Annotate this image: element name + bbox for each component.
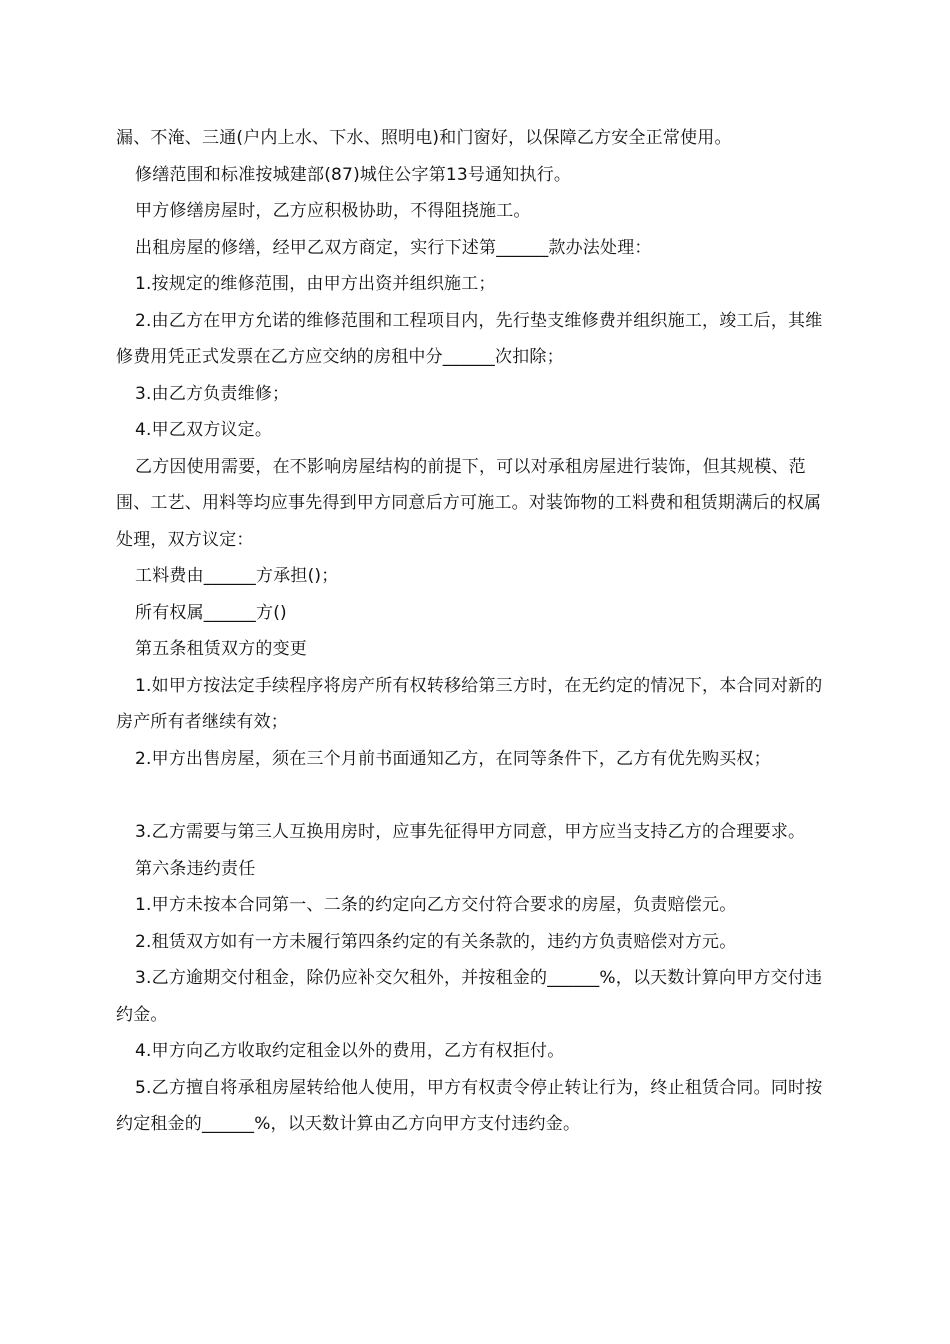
paragraph: 所有权属______方() (135, 602, 287, 623)
paragraph: 修缮范围和标准按城建部(87)城住公字第13号通知执行。 (135, 164, 572, 185)
paragraph: 3.乙方需要与第三人互换用房时，应事先征得甲方同意，甲方应当支持乙方的合理要求。 (135, 822, 806, 842)
paragraph: 甲方修缮房屋时，乙方应积极协助，不得阻挠施工。 (135, 201, 531, 221)
paragraph: 出租房屋的修缮，经甲乙双方商定，实行下述第______款办法处理： (135, 237, 652, 258)
paragraph: 1.甲方未按本合同第一、二条的约定向乙方交付符合要求的房屋，负责赔偿元。 (135, 895, 737, 915)
section-heading: 第五条租赁双方的变更 (135, 639, 307, 659)
paragraph: 3.乙方逾期交付租金，除仍应补交欠租外，并按租金的______%，以天数计算向甲方交付违约金。 (116, 968, 823, 1025)
paragraph: 2.甲方出售房屋，须在三个月前书面通知乙方，在同等条件下，乙方有优先购买权； (135, 748, 771, 769)
paragraph: 4.甲方向乙方收取约定租金以外的费用，乙方有权拒付。 (135, 1041, 565, 1061)
section-heading: 第六条违约责任 (135, 858, 256, 879)
paragraph: 2.由乙方在甲方允诺的维修范围和工程项目内，先行垫支维修费并组织施工，竣工后，其维修费用凭正式发票在乙方应交纳的房租中分______次扣除； (116, 310, 823, 367)
document-body (116, 120, 836, 1143)
paragraph: 4.甲乙双方议定。 (135, 420, 273, 440)
paragraph: 漏、不淹、三通(户内上水、下水、照明电)和门窗好，以保障乙方安全正常使用。 (116, 128, 732, 148)
paragraph: 3.由乙方负责维修； (135, 383, 290, 404)
paragraph: 工料费由______方承担()； (135, 566, 339, 586)
paragraph: 2.租赁双方如有一方未履行第四条约定的有关条款的，违约方负责赔偿对方元。 (135, 931, 737, 952)
paragraph: 乙方因使用需要，在不影响房屋结构的前提下，可以对承租房屋进行装饰，但其规模、范围、工艺、用料等均应事先得到甲方同意后方可施工。对装饰物的工料费和租赁期满后的权属处理，双方议定： (116, 456, 822, 550)
paragraph: 1.按规定的维修范围，由甲方出资并组织施工； (135, 274, 496, 294)
blank-line (116, 777, 836, 814)
paragraph: 1.如甲方按法定手续程序将房产所有权转移给第三方时，在无约定的情况下，本合同对新的房产所有者继续有效； (116, 675, 823, 732)
paragraph: 5.乙方擅自将承租房屋转给他人使用，甲方有权责令停止转让行为，终止租赁合同。同时按约定租金的______%，以天数计算由乙方向甲方支付违约金。 (116, 1077, 823, 1134)
